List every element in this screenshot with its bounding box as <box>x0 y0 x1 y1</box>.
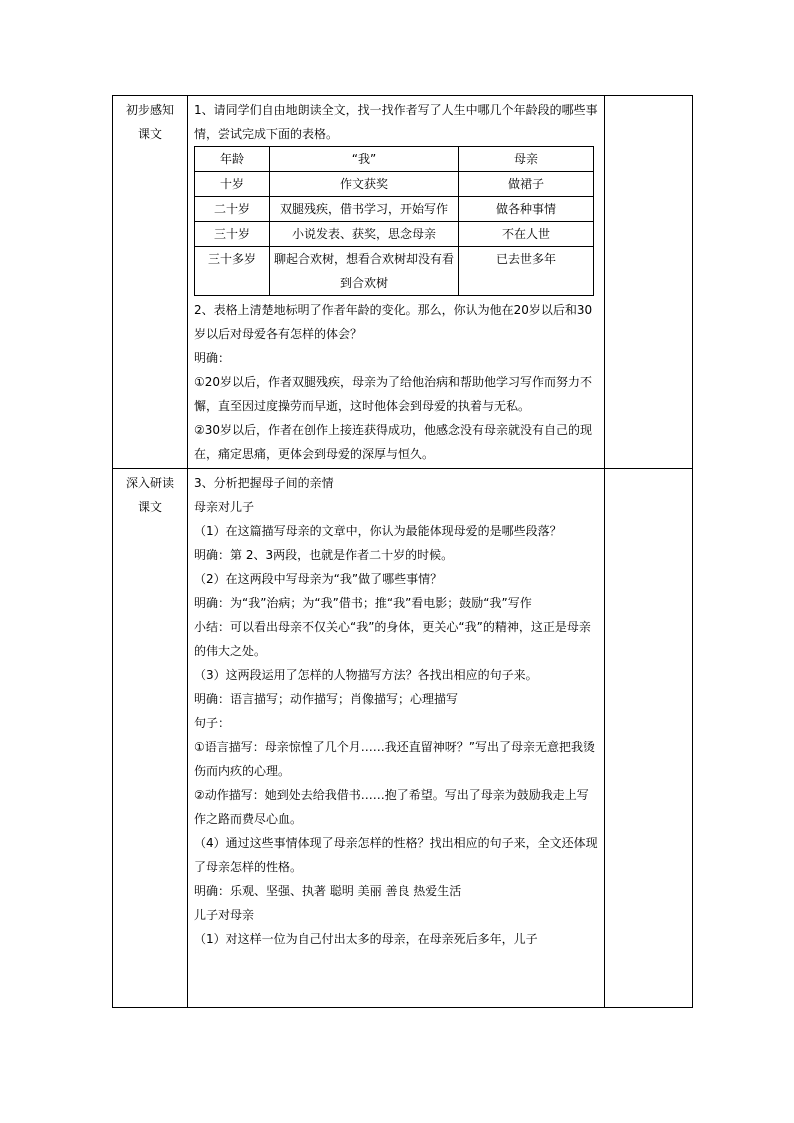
paragraph: 明确：第 2、3两段，也就是作者二十岁的时候。 <box>194 548 454 562</box>
table-row <box>195 247 594 296</box>
paragraph: 儿子对母亲 <box>194 908 255 922</box>
cell-mother: 已去世多年 <box>459 247 594 296</box>
section-body <box>194 471 598 1005</box>
notes-cell <box>605 469 693 1008</box>
cell-me: 聊起合欢树，想看合欢树却没有看到合欢树 <box>270 247 459 296</box>
header-me: “我” <box>270 147 459 172</box>
paragraph: 明确：语言描写；动作描写；肖像描写；心理描写 <box>194 692 459 706</box>
table-header-row <box>195 147 594 172</box>
paragraph: （2）在这两段中写母亲为“我”做了哪些事情？ <box>194 572 443 586</box>
section-row-initial-perception <box>113 96 693 469</box>
paragraph: ①语言描写：母亲惊惶了几个月……我还直留神呀？”写出了母亲无意把我烫伤而内疚的心理。 <box>194 740 595 778</box>
cell-age: 十岁 <box>195 172 270 197</box>
lesson-plan-table <box>112 95 693 1008</box>
cell-age: 三十多岁 <box>195 247 270 296</box>
section-label-initial-perception <box>113 96 188 469</box>
section-row-in-depth-study <box>113 469 693 1008</box>
section-label-line: 课文 <box>137 127 162 141</box>
paragraph: （3）这两段运用了怎样的人物描写方法？各找出相应的句子来。 <box>194 668 538 682</box>
cell-me: 作文获奖 <box>270 172 459 197</box>
paragraph: 句子： <box>194 716 231 730</box>
paragraph: 明确：乐观、坚强、执著 聪明 美丽 善良 热爱生活 <box>194 884 462 898</box>
paragraph: 3、分析把握母子间的亲情 <box>194 476 334 490</box>
section-content-in-depth-study <box>188 469 605 1008</box>
cell-mother: 做裙子 <box>459 172 594 197</box>
paragraph: 小结：可以看出母亲不仅关心“我”的身体，更关心“我”的精神，这正是母亲的伟大之处。 <box>194 620 591 658</box>
paragraph: （1）在这篇描写母亲的文章中，你认为最能体现母爱的是哪些段落？ <box>194 524 562 538</box>
notes-cell <box>605 96 693 469</box>
section-label-line: 课文 <box>137 500 162 514</box>
cell-age: 二十岁 <box>195 197 270 222</box>
cell-age: 三十岁 <box>195 222 270 247</box>
paragraph: 母亲对儿子 <box>194 500 255 514</box>
cell-me: 双腿残疾，借书学习，开始写作 <box>270 197 459 222</box>
table-row <box>195 222 594 247</box>
table-row <box>195 197 594 222</box>
answer-label: 明确： <box>194 351 231 365</box>
question-1: 1、请同学们自由地朗读全文，找一找作者写了人生中哪几个年龄段的哪些事情，尝试完成下面的表格。 <box>194 103 598 141</box>
paragraph: ②动作描写：她到处去给我借书……抱了希望。写出了母亲为鼓励我走上写作之路而费尽心血。 <box>194 788 589 826</box>
section-label-line: 深入研读 <box>125 476 174 490</box>
paragraph: 明确：为“我”治病；为“我”借书；推“我”看电影；鼓励“我”写作 <box>194 596 532 610</box>
section-content-initial-perception <box>188 96 605 469</box>
header-mother: 母亲 <box>459 147 594 172</box>
table-row <box>195 172 594 197</box>
question-2: 2、表格上清楚地标明了作者年龄的变化。那么，你认为他在20岁以后和30岁以后对母爱各有怎样的体会？ <box>194 303 593 341</box>
section-label-in-depth-study <box>113 469 188 1008</box>
paragraph: （4）通过这些事情体现了母亲怎样的性格？找出相应的句子来，全文还体现了母亲怎样的性格。 <box>194 836 598 874</box>
answer-1: ①20岁以后，作者双腿残疾，母亲为了给他治病和帮助他学习写作而努力不懈，直至因过度操劳而早逝，这时他体会到母爱的执着与无私。 <box>194 375 593 413</box>
cell-mother: 不在人世 <box>459 222 594 247</box>
header-age: 年龄 <box>195 147 270 172</box>
age-events-table <box>194 146 594 296</box>
cell-me: 小说发表、获奖，思念母亲 <box>270 222 459 247</box>
answer-2: ②30岁以后，作者在创作上接连获得成功，他感念没有母亲就没有自己的现在，痛定思痛，更体会到母爱的深厚与恒久。 <box>194 423 593 461</box>
cell-mother: 做各种事情 <box>459 197 594 222</box>
section-label-line: 初步感知 <box>125 103 174 117</box>
paragraph: （1）对这样一位为自己付出太多的母亲，在母亲死后多年，儿子 <box>194 932 538 946</box>
